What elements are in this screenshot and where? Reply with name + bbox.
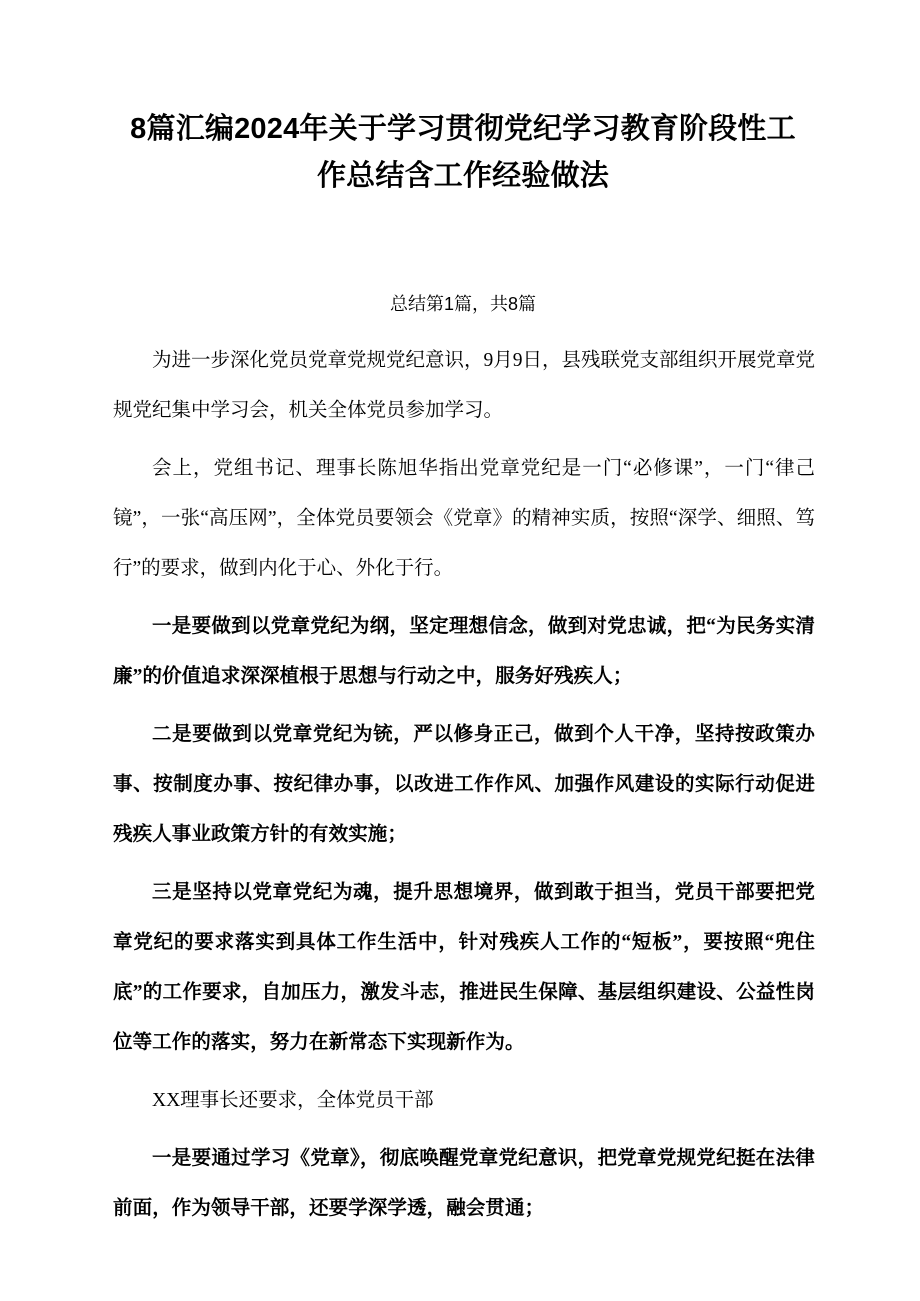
document-subtitle: 总结第1篇，共8篇 — [389, 294, 537, 314]
paragraph-request-one: 一是要通过学习《党章》，彻底唤醒党章党纪意识，把党章党规党纪挺在法律前面，作为领导干部，还要学深学透，融会贯通； — [113, 1148, 815, 1219]
paragraph-list — [113, 336, 815, 1242]
paragraph-leader-remarks: 会上，党组书记、理事长陈旭华指出党章党纪是一门“必修课”，一门“律己镜”，一张“高压网”，全体党员要领会《党章》的精神实质，按照“深学、细照、笃行”的要求，做到内化于心、外化于行。 — [113, 458, 815, 579]
page-title: 8篇汇编2024年关于学习贯彻党纪学习教育阶段性工作总结含工作经验做法 — [130, 113, 796, 192]
paragraph-director-request: XX理事长还要求，全体党员干部 — [152, 1090, 434, 1111]
paragraph-point-one: 一是要做到以党章党纪为纲，坚定理想信念，做到对党忠诚，把“为民务实清廉”的价值追求深深植根于思想与行动之中，服务好残疾人； — [113, 616, 815, 687]
paragraph-point-two: 二是要做到以党章党纪为铳，严以修身正己，做到个人干净，坚持按政策办事、按制度办事、按纪律办事，以改进工作作风、加强作风建设的实际行动促进残疾人事业政策方针的有效实施； — [113, 724, 815, 845]
document-body — [113, 106, 816, 1219]
paragraph-point-three: 三是坚持以党章党纪为魂，提升思想境界，做到敢于担当，党员干部要把党章党纪的要求落实到具体工作生活中，针对残疾人工作的“短板”，要按照“兜住底”的工作要求，自加压力，激发斗志，推进民生保障、基层组织建设、公益性岗位等工作的落实，努力在新常态下实现新作为。 — [113, 882, 815, 1053]
paragraph-intro-meeting: 为进一步深化党员党章党规党纪意识，9月9日，县残联党支部组织开展党章党规党纪集中学习会，机关全体党员参加学习。 — [113, 350, 816, 421]
